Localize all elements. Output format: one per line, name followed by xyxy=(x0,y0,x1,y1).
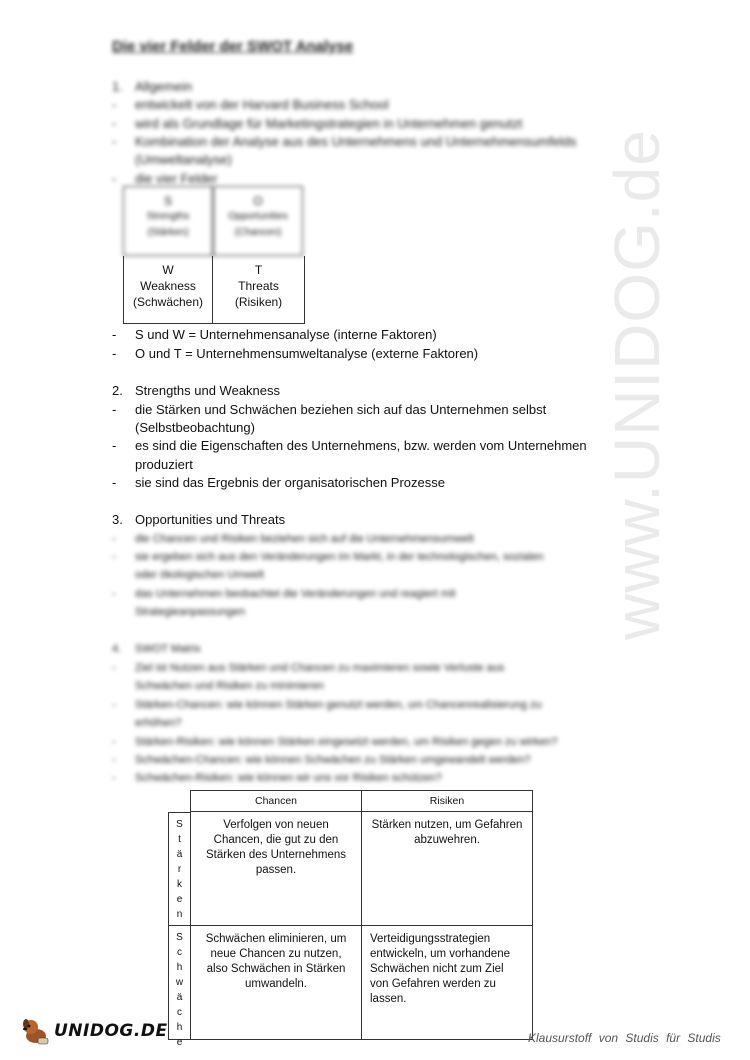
list-item: Stärken-Risiken: wie können Stärken eingesetzt werden, um Risiken gegen zu wirken? xyxy=(135,736,558,748)
row-label-letter: e xyxy=(176,894,183,905)
bullet-dash: - xyxy=(112,346,117,361)
row-label-letter: h xyxy=(176,962,183,973)
grid-en: Opportunities xyxy=(228,211,288,222)
section-1-heading: Allgemein xyxy=(135,79,193,94)
row-label-letter: c xyxy=(177,947,182,958)
list-item: O und T = Unternehmensumweltanalyse (externe Faktoren) xyxy=(135,346,479,361)
bullet-dash: - xyxy=(112,438,117,453)
list-item: sie ergeben sich aus den Veränderungen im Markt, in der technologischen, sozialen xyxy=(135,551,544,563)
grid-de: (Schwächen) xyxy=(132,295,204,309)
grid-en: Strengths xyxy=(146,211,190,222)
grid-cell-strengths xyxy=(123,186,213,256)
section-2-heading: Strengths und Weakness xyxy=(135,383,281,398)
list-item-continuation: erhöhen? xyxy=(135,717,182,729)
list-item-continuation: oder ökologischen Umwelt xyxy=(135,569,265,581)
grid-cell-weakness xyxy=(123,256,213,324)
matrix-cell-wr: Verteidigungsstrategien entwickeln, um vorhandene Schwächen nicht zum Ziel von Gefahren werden zu lassen. xyxy=(361,926,533,1040)
section-4-number: 4. xyxy=(112,643,122,655)
row-label-letter: S xyxy=(176,819,183,830)
list-item: entwickelt von der Harvard Business School xyxy=(135,97,389,112)
bullet-dash: - xyxy=(112,134,117,149)
row-label-letter: c xyxy=(177,1007,182,1018)
matrix-cell-wc: Schwächen eliminieren, um neue Chancen zu nutzen, also Schwächen in Stärken umwandeln. xyxy=(190,926,361,1040)
bullet-dash: - xyxy=(112,662,116,674)
section-1-number: 1. xyxy=(112,79,123,94)
swot-grid xyxy=(123,186,305,324)
list-item-continuation: produziert xyxy=(135,457,193,472)
list-item: Ziel ist Nutzen aus Stärken und Chancen zu maximieren sowie Verluste aus xyxy=(135,662,505,674)
list-item: die Stärken und Schwächen beziehen sich auf das Unternehmen selbst xyxy=(135,402,547,417)
row-label-letter: r xyxy=(177,864,182,875)
grid-letter: T xyxy=(254,263,263,277)
bullet-dash: - xyxy=(112,171,117,186)
list-item-continuation: (Umweltanalyse) xyxy=(135,152,232,167)
swot-matrix xyxy=(168,790,533,1048)
bullet-dash: - xyxy=(112,116,117,131)
matrix-row-label-staerken xyxy=(168,812,190,926)
row-label-letter: ä xyxy=(176,992,183,1003)
matrix-header-risiken: Risiken xyxy=(361,790,533,812)
row-label-letter: S xyxy=(176,932,183,943)
list-item: sie sind das Ergebnis der organisatorischen Prozesse xyxy=(135,475,446,490)
grid-de: (Risiken) xyxy=(234,295,283,309)
section-2-number: 2. xyxy=(112,383,123,398)
bullet-dash: - xyxy=(112,551,116,563)
watermark: www.UNIDOG.de xyxy=(601,129,673,640)
bullet-dash: - xyxy=(112,699,116,711)
bullet-dash: - xyxy=(112,588,116,600)
bullet-dash: - xyxy=(112,736,116,748)
bullet-dash: - xyxy=(112,754,116,766)
grid-en: Weakness xyxy=(140,279,196,293)
bullet-dash: - xyxy=(112,475,117,490)
row-label-letter: w xyxy=(175,977,184,988)
logo-text: UNIDOG.DE xyxy=(54,1021,168,1041)
list-item-continuation: Schwächen und Risiken zu minimieren xyxy=(135,680,324,692)
grid-letter: S xyxy=(163,194,172,208)
footer-tagline: Klausurstoff von Studis für Studis xyxy=(528,1031,721,1045)
list-item: das Unternehmen beobachtet die Veränderungen und reagiert mit xyxy=(135,588,456,600)
bullet-dash: - xyxy=(112,97,117,112)
list-item: Schwächen-Chancen: wie können Schwächen zu Stärken umgewandelt werden? xyxy=(135,754,531,766)
grid-cell-threats xyxy=(213,256,305,324)
list-item: wird als Grundlage für Marketingstrategien in Unternehmen genutzt xyxy=(135,116,523,131)
dog-icon xyxy=(20,1016,50,1046)
grid-en: Threats xyxy=(238,279,279,293)
row-label-letter: e xyxy=(176,1037,183,1048)
row-label-letter: h xyxy=(176,1022,183,1033)
matrix-header-chancen: Chancen xyxy=(190,790,361,812)
bullet-dash: - xyxy=(112,402,117,417)
list-item: es sind die Eigenschaften des Unternehmens, bzw. werden vom Unternehmen xyxy=(135,438,587,453)
grid-letter: O xyxy=(253,194,263,208)
list-item: Kombination der Analyse aus des Unternehmens und Unternehmensumfelds xyxy=(135,134,577,149)
page-title: Die vier Felder der SWOT Analyse xyxy=(112,38,354,55)
matrix-cell-sc: Verfolgen von neuen Chancen, die gut zu den Stärken des Unternehmens passen. xyxy=(190,812,361,926)
list-item: S und W = Unternehmensanalyse (interne Faktoren) xyxy=(135,327,437,342)
bullet-dash: - xyxy=(112,327,117,342)
list-item-continuation: (Selbstbeobachtung) xyxy=(135,420,255,435)
row-label-letter: k xyxy=(177,879,182,890)
list-item: Schwächen-Risiken: wie können wir uns vor Risiken schützen? xyxy=(135,772,442,784)
list-item: die vier Felder xyxy=(135,171,218,186)
bullet-dash: - xyxy=(112,772,116,784)
row-label-letter: t xyxy=(178,834,181,845)
list-item-continuation: Strategieanpassungen xyxy=(135,606,246,618)
unidog-logo xyxy=(20,1016,168,1046)
list-item: Stärken-Chancen: wie können Stärken genutzt werden, um Chancenrealisierung zu xyxy=(135,699,542,711)
row-label-letter: ä xyxy=(176,849,183,860)
grid-letter: W xyxy=(162,263,174,277)
section-3-heading: Opportunities und Threats xyxy=(135,512,286,527)
grid-de: (Chancen) xyxy=(234,227,282,238)
section-3-number: 3. xyxy=(112,512,123,527)
section-4-heading: SWOT Matrix xyxy=(135,643,201,655)
grid-cell-opportunities xyxy=(213,186,303,256)
matrix-cell-sr: Stärken nutzen, um Gefahren abzuwehren. xyxy=(361,812,533,926)
bullet-dash: - xyxy=(112,533,116,545)
row-label-letter: n xyxy=(176,909,183,920)
grid-de: (Stärken) xyxy=(147,227,189,238)
list-item: die Chancen und Risiken beziehen sich auf die Unternehmensumwelt xyxy=(135,533,474,545)
matrix-row-label-schwaeche xyxy=(168,926,190,1048)
